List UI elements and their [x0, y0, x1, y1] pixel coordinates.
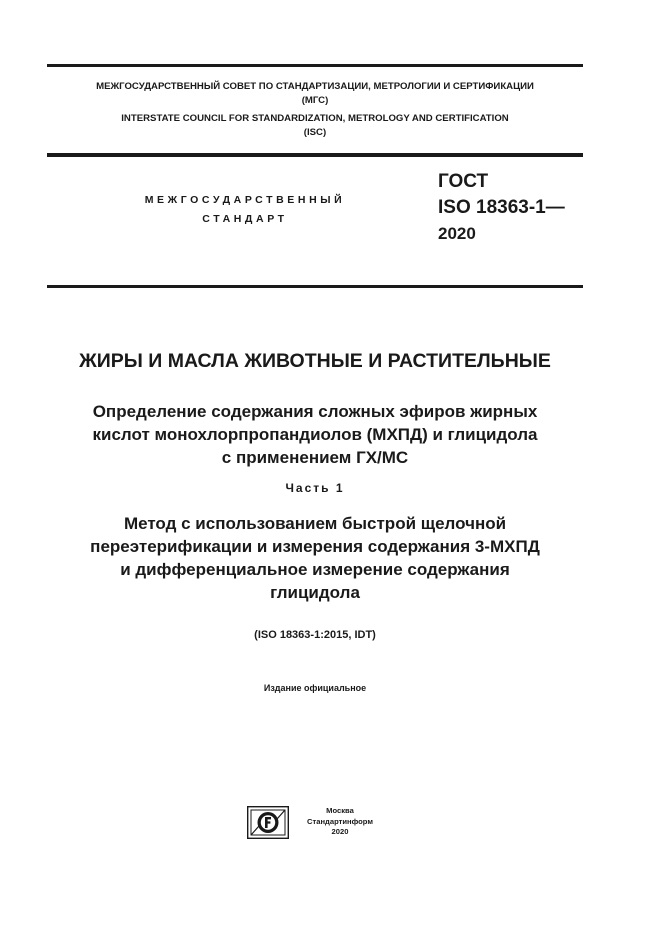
header-rule: [47, 153, 583, 157]
edition-label: Издание официальное: [263, 683, 367, 693]
council-ru: МЕЖГОСУДАРСТВЕННЫЙ СОВЕТ ПО СТАНДАРТИЗАЦИИ, МЕТРОЛОГИИ И СЕРТИФИКАЦИИ: [96, 81, 534, 92]
publisher-year: 2020: [331, 827, 349, 836]
subtitle-line-3: с применением ГХ/МС: [221, 448, 409, 467]
standartinform-logo-icon: [247, 806, 289, 839]
subtitle-line-2: кислот монохлорпропандиолов (МХПД) и глицидола: [92, 425, 538, 444]
part-label: Часть 1: [285, 481, 345, 495]
subtitle-line-1: Определение содержания сложных эфиров жирных: [92, 402, 538, 421]
publisher-name: Стандартинформ: [307, 816, 373, 826]
top-rule: [47, 64, 583, 67]
council-en: INTERSTATE COUNCIL FOR STANDARDIZATION, METROLOGY AND CERTIFICATION: [121, 113, 509, 124]
standard-type-line2: СТАНДАРТ: [202, 213, 288, 225]
part-title-line-2: переэтерификации и измерения содержания 3-МХПД: [90, 537, 540, 556]
part-title-line-3: и дифференциальное измерение содержания: [120, 560, 510, 579]
iso-reference: (ISO 18363-1:2015, IDT): [254, 629, 376, 641]
publisher-block: [300, 806, 380, 838]
part-title-line-4: глицидола: [270, 583, 360, 602]
main-title: ЖИРЫ И МАСЛА ЖИВОТНЫЕ И РАСТИТЕЛЬНЫЕ: [79, 350, 551, 372]
gost-number: ISO 18363-1—: [438, 197, 565, 218]
part-title-line-1: Метод с использованием быстрой щелочной: [123, 514, 507, 533]
council-ru-abbr: (МГС): [301, 95, 329, 106]
standard-type-line1: МЕЖГОСУДАРСТВЕННЫЙ: [144, 194, 346, 206]
council-en-abbr: (ISC): [303, 127, 327, 138]
publisher-city: Москва: [326, 806, 354, 815]
gost-year: 2020: [438, 224, 476, 243]
gost-prefix: ГОСТ: [438, 171, 489, 192]
designation-rule: [47, 285, 583, 288]
